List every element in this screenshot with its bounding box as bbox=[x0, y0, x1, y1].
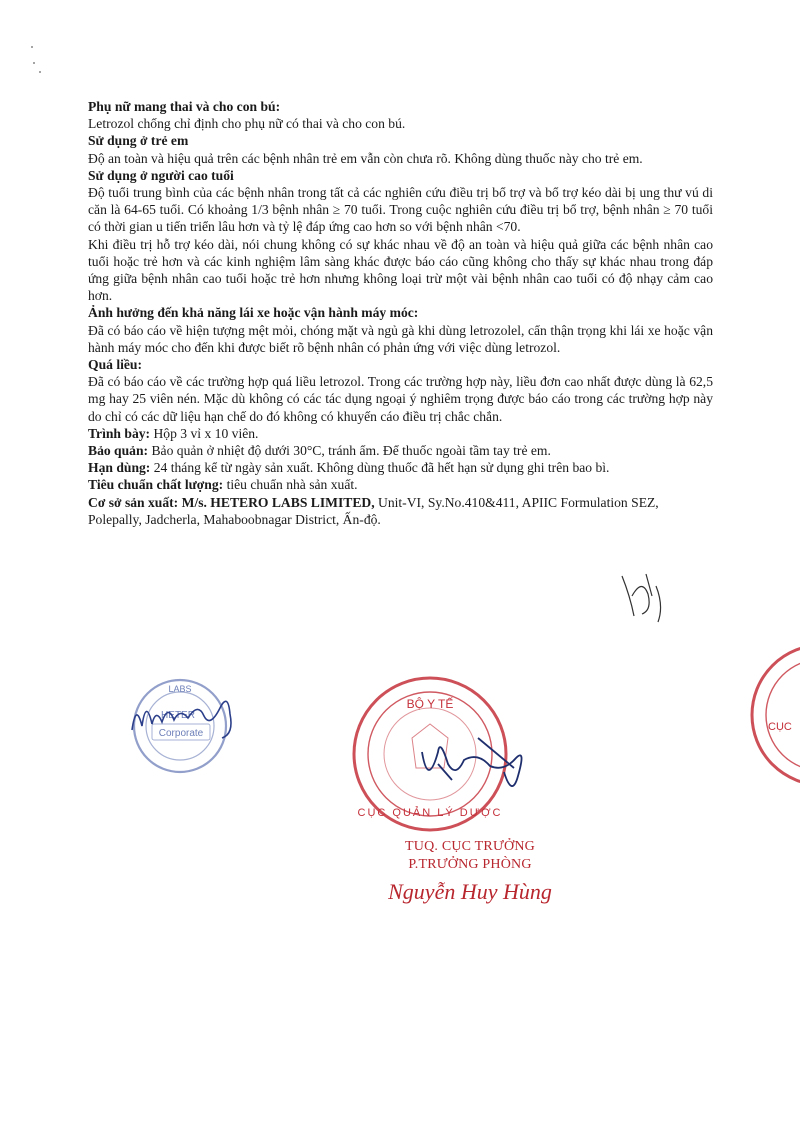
edge-stamp-text: CỤC bbox=[768, 721, 792, 733]
spec-manufacturer bbox=[88, 494, 713, 528]
official-name: Nguyễn Huy Hùng bbox=[388, 879, 552, 904]
stamp-ministry-text: BỘ Y TẾ bbox=[406, 697, 454, 711]
spec-label: Cơ sở sản xuất: M/s. HETERO LABS LIMITED, bbox=[88, 494, 375, 510]
section-text-elderly-1: Độ tuổi trung bình của các bệnh nhân trong tất cả các nghiên cứu điều trị bổ trợ và bổ trợ kéo dài bị ung thư vú di căn là 64-65 tuổi. Có khoảng 1/3 bệnh nhân ≥ 70 tuổi. Trong cuộc nghiên cứu điều trị bổ trợ, bệnh nhân ≥ 70 tuổi có thời gian u tiến triển lâu hơn và tỷ lệ đáp ứng cao hơn so với bệnh nhân <70. bbox=[88, 185, 713, 235]
section-text-elderly-2: Khi điều trị hỗ trợ kéo dài, nói chung không có sự khác nhau về độ an toàn và hiệu quả giữa các bệnh nhân cao tuổi hoặc trẻ hơn và các kinh nghiệm lâm sàng khác được báo cáo cũng không cho thấy sự khác nhau trong đáp ứng giữa bệnh nhân cao tuổi hoặc trẻ hơn nhưng không loại trừ một vài bệnh nhân cao tuổi có độ nhạy cảm cao hơn. bbox=[88, 236, 713, 304]
section-heading-elderly: Sử dụng ở người cao tuổi bbox=[88, 167, 234, 183]
section-text-driving: Đã có báo cáo về hiện tượng mệt mỏi, chóng mặt và ngủ gà khi dùng letrozolel, cẩn thận trọng khi lái xe hoặc vận hành máy móc cho đến khi được biết rõ bệnh nhân có phản ứng với việc dùng letrozol. bbox=[88, 322, 713, 355]
spec-label: Trình bày: bbox=[88, 425, 151, 441]
section-text-children: Độ an toàn và hiệu quả trên các bệnh nhân trẻ em vẫn còn chưa rõ. Không dùng thuốc này cho trẻ em. bbox=[88, 150, 643, 166]
spec-value: 24 tháng kể từ ngày sản xuất. Không dùng thuốc đã hết hạn sử dụng ghi trên bao bì. bbox=[150, 460, 610, 476]
scan-speck bbox=[31, 46, 33, 48]
document-body bbox=[88, 98, 713, 528]
spec-label: Hạn dùng: bbox=[88, 460, 151, 476]
official-title-line1: TUQ. CỤC TRƯỞNG bbox=[405, 839, 535, 854]
spec-presentation bbox=[88, 425, 713, 442]
stamp-hetero-text: HETER bbox=[161, 710, 195, 721]
official-stamp bbox=[328, 668, 608, 858]
section-heading-driving: Ảnh hưởng đến khả năng lái xe hoặc vận hành máy móc: bbox=[88, 305, 419, 321]
official-title-line2: P.TRƯỞNG PHÒNG bbox=[408, 857, 532, 872]
section-heading-pregnancy: Phụ nữ mang thai và cho con bú: bbox=[88, 99, 281, 114]
corporate-stamp bbox=[118, 668, 258, 788]
spec-value: Hộp 3 vỉ x 10 viên. bbox=[150, 425, 259, 441]
spec-value: tiêu chuẩn nhà sản xuất. bbox=[223, 477, 358, 493]
spec-storage bbox=[88, 442, 713, 459]
spec-standard bbox=[88, 476, 713, 493]
spec-value: Bảo quản ở nhiệt độ dưới 30°C, tránh ẩm. Để thuốc ngoài tầm tay trẻ em. bbox=[148, 443, 551, 459]
product-specs bbox=[88, 425, 713, 528]
section-heading-children: Sử dụng ở trẻ em bbox=[88, 133, 189, 149]
official-signature-block bbox=[340, 838, 600, 906]
stamp-labs-text: LABS bbox=[168, 684, 192, 694]
scan-speck bbox=[33, 62, 35, 64]
spec-expiry bbox=[88, 459, 713, 476]
initial-signature bbox=[612, 566, 672, 626]
edge-stamp-partial bbox=[730, 640, 800, 790]
section-heading-overdose: Quá liều: bbox=[88, 357, 143, 373]
spec-label: Bảo quản: bbox=[88, 443, 149, 459]
section-text-pregnancy: Letrozol chống chỉ định cho phụ nữ có thai và cho con bú. bbox=[88, 116, 406, 132]
section-text-overdose: Đã có báo cáo về các trường hợp quá liều letrozol. Trong các trường hợp này, liều đơn cao nhất được dùng là 62,5 mg hay 25 viên nén. Mặc dù không có các tác dụng ngoại ý nghiêm trọng được báo cáo trong các trường hợp này do chỉ có các dữ liệu hạn chế do đó không có khuyến cáo điều trị chắc chắn. bbox=[88, 374, 713, 424]
spec-label: Tiêu chuẩn chất lượng: bbox=[88, 477, 224, 493]
scan-speck bbox=[39, 71, 41, 73]
stamp-corporate-text: Corporate bbox=[158, 728, 204, 739]
stamp-agency-text: CỤC QUẢN LÝ DƯỢC bbox=[357, 807, 503, 819]
spec-value: Unit-VI, Sy.No.410&411, APIIC Formulation SEZ, Polepally, Jadcherla, Mahaboobnagar District, Ấn-độ. bbox=[88, 494, 659, 527]
